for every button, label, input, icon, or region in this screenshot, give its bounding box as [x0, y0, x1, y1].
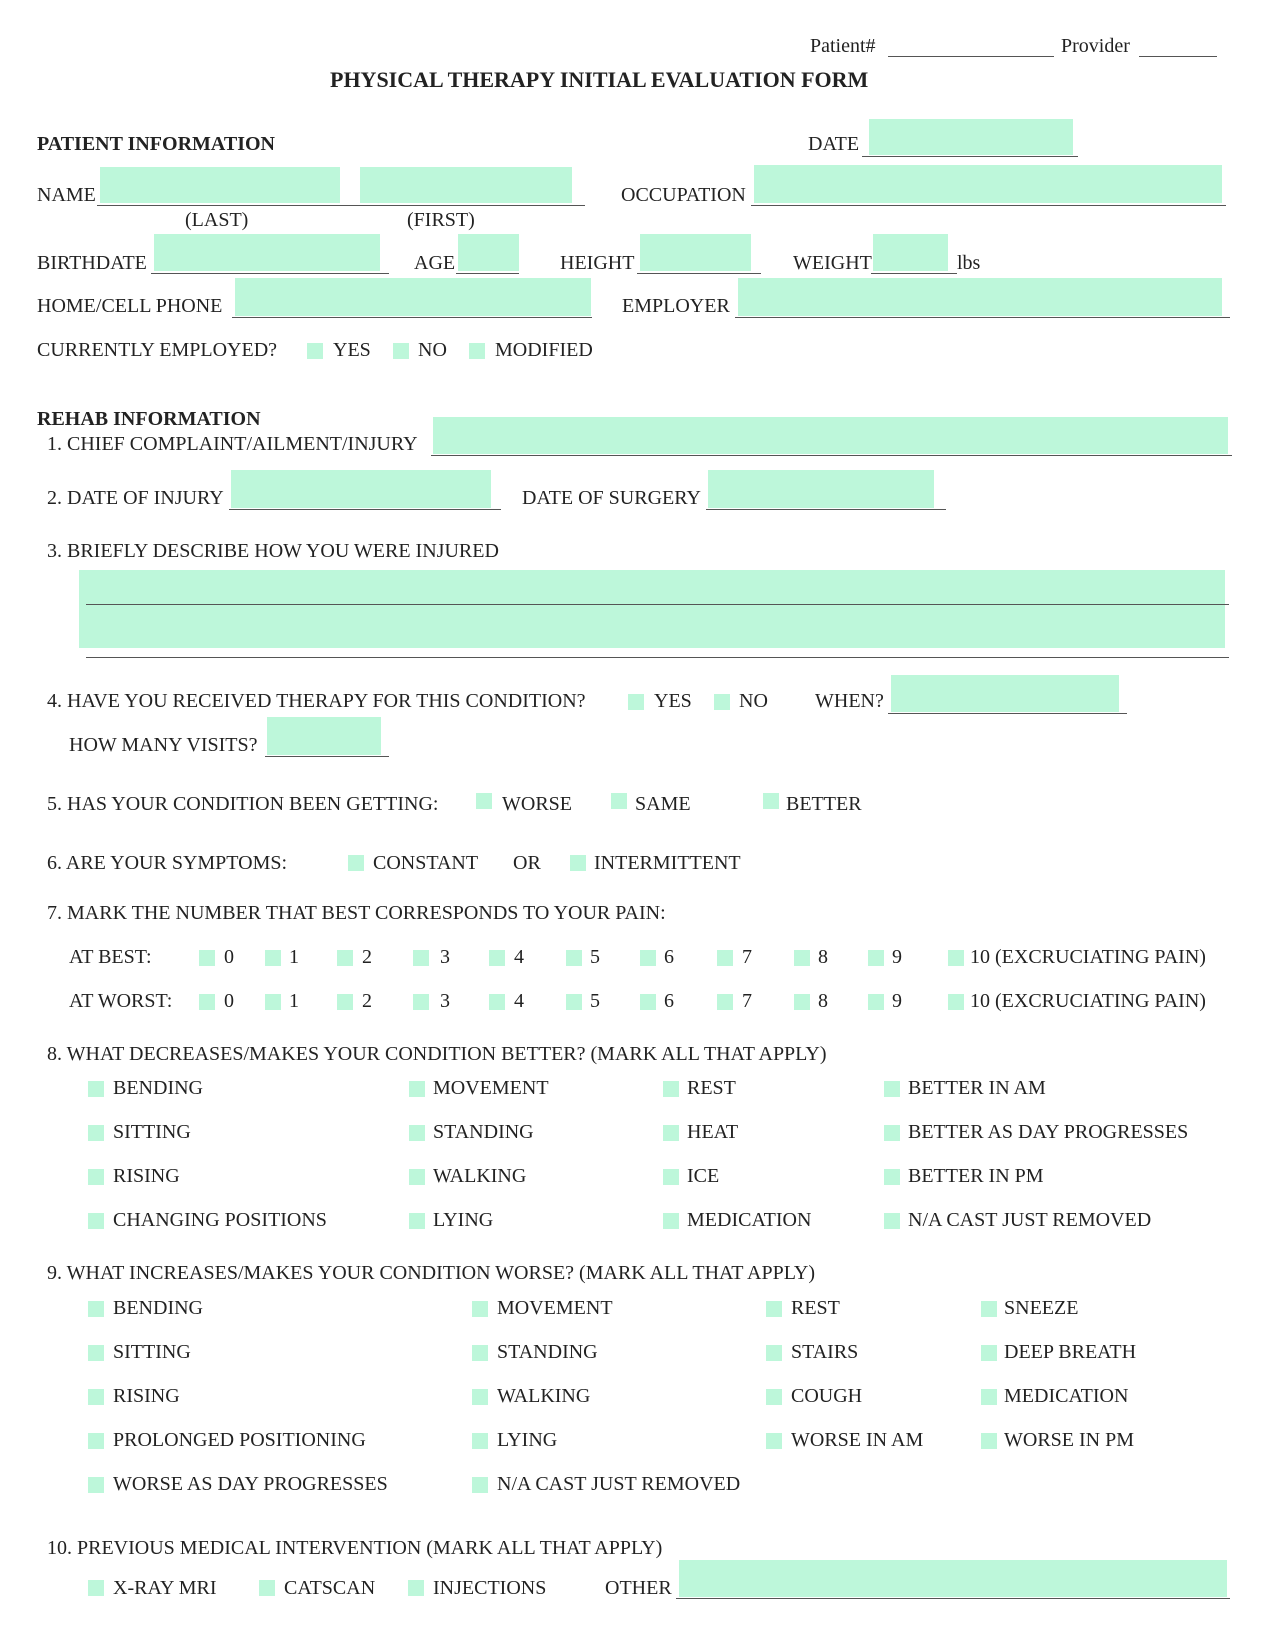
worse-option-14-checkbox[interactable] [766, 1433, 782, 1449]
pain-worst-3-checkbox[interactable] [413, 994, 429, 1010]
worse-option-7-label: DEEP BREATH [1004, 1341, 1137, 1363]
patient-number-line[interactable] [888, 56, 1054, 57]
symptoms-intermittent-label: INTERMITTENT [594, 852, 741, 874]
pain-best-2-label: 2 [362, 946, 372, 968]
q7-label: 7. MARK THE NUMBER THAT BEST CORRESPONDS TO YOUR PAIN: [47, 902, 666, 924]
worse-option-11-label: MEDICATION [1004, 1385, 1129, 1407]
rehab-info-heading: REHAB INFORMATION [37, 408, 261, 430]
better-option-14-label: MEDICATION [687, 1209, 812, 1231]
symptoms-intermittent-checkbox[interactable] [570, 855, 586, 871]
visits-label: HOW MANY VISITS? [69, 734, 258, 756]
q2-label: 2. DATE OF INJURY [47, 487, 224, 509]
better-option-13-label: LYING [433, 1209, 494, 1231]
date-field[interactable] [869, 119, 1073, 155]
pain-worst-10-label: 10 (EXCRUCIATING PAIN) [970, 990, 1206, 1012]
symptoms-or-label: OR [513, 852, 541, 874]
birthdate-label: BIRTHDATE [37, 252, 147, 274]
worse-option-2-checkbox[interactable] [766, 1301, 782, 1317]
intervention-injections-checkbox[interactable] [408, 1580, 424, 1596]
worse-option-14-label: WORSE IN AM [791, 1429, 924, 1451]
birthdate-field[interactable] [154, 234, 380, 271]
date-of-injury-field[interactable] [231, 470, 491, 508]
pain-worst-6-label: 6 [664, 990, 674, 1012]
condition-worse-checkbox[interactable] [476, 793, 492, 809]
intervention-xray-mri-label: X-RAY MRI [113, 1577, 217, 1599]
intervention-other-label: OTHER [605, 1577, 672, 1599]
pain-worst-5-label: 5 [590, 990, 600, 1012]
worse-option-15-label: WORSE IN PM [1004, 1429, 1135, 1451]
worse-option-6-checkbox[interactable] [766, 1345, 782, 1361]
pain-worst-0-label: 0 [224, 990, 234, 1012]
worse-option-9-checkbox[interactable] [472, 1389, 488, 1405]
pain-best-4-label: 4 [514, 946, 524, 968]
employer-line [735, 317, 1230, 318]
employed-no-checkbox[interactable] [393, 343, 409, 359]
pain-worst-1-checkbox[interactable] [265, 994, 281, 1010]
worse-option-13-label: LYING [497, 1429, 558, 1451]
pain-best-2-checkbox[interactable] [337, 950, 353, 966]
intervention-other-field[interactable] [679, 1560, 1227, 1597]
better-option-5-checkbox[interactable] [409, 1125, 425, 1141]
pain-worst-0-checkbox[interactable] [199, 994, 215, 1010]
therapy-no-checkbox[interactable] [714, 694, 730, 710]
employed-modified-label: MODIFIED [495, 339, 593, 361]
pain-worst-7-checkbox[interactable] [717, 994, 733, 1010]
height-field[interactable] [640, 234, 751, 271]
therapy-when-label: WHEN? [815, 690, 884, 712]
q8-label: 8. WHAT DECREASES/MAKES YOUR CONDITION BETTER? (MARK ALL THAT APPLY) [47, 1043, 827, 1065]
name-label: NAME [37, 184, 96, 206]
lbs-label: lbs [957, 252, 981, 274]
better-option-1-checkbox[interactable] [409, 1081, 425, 1097]
condition-worse-label: WORSE [502, 793, 572, 815]
age-line [456, 273, 519, 274]
therapy-when-line [888, 713, 1127, 714]
birthdate-line [151, 273, 389, 274]
worse-option-4-label: SITTING [113, 1341, 191, 1363]
worse-option-10-checkbox[interactable] [766, 1389, 782, 1405]
better-option-0-checkbox[interactable] [88, 1081, 104, 1097]
name-line [97, 205, 585, 206]
employer-field[interactable] [738, 278, 1222, 316]
better-option-6-label: HEAT [687, 1121, 739, 1143]
pain-worst-4-label: 4 [514, 990, 524, 1012]
pain-best-8-label: 8 [818, 946, 828, 968]
last-name-caption: (LAST) [185, 209, 249, 231]
worse-option-3-checkbox[interactable] [981, 1301, 997, 1317]
better-option-7-checkbox[interactable] [884, 1125, 900, 1141]
pain-best-10-label: 10 (EXCRUCIATING PAIN) [970, 946, 1206, 968]
provider-line[interactable] [1139, 56, 1217, 57]
date-of-surgery-field[interactable] [708, 470, 934, 508]
weight-label: WEIGHT [793, 252, 872, 274]
pain-best-3-label: 3 [440, 946, 450, 968]
provider-label: Provider [1061, 35, 1130, 57]
better-option-8-label: RISING [113, 1165, 180, 1187]
condition-same-checkbox[interactable] [611, 793, 627, 809]
employer-label: EMPLOYER [622, 295, 730, 317]
worse-option-7-checkbox[interactable] [981, 1345, 997, 1361]
better-option-12-label: CHANGING POSITIONS [113, 1209, 327, 1231]
pain-best-4-checkbox[interactable] [489, 950, 505, 966]
intervention-catscan-checkbox[interactable] [259, 1580, 275, 1596]
q3-label: 3. BRIEFLY DESCRIBE HOW YOU WERE INJURED [47, 540, 499, 562]
employed-modified-checkbox[interactable] [469, 343, 485, 359]
occupation-line [751, 205, 1226, 206]
date-line [862, 156, 1078, 157]
pain-best-7-checkbox[interactable] [717, 950, 733, 966]
pain-best-1-checkbox[interactable] [265, 950, 281, 966]
worse-option-16-checkbox[interactable] [88, 1477, 104, 1493]
intervention-injections-label: INJECTIONS [433, 1577, 547, 1599]
therapy-when-field[interactable] [891, 675, 1119, 712]
worse-option-15-checkbox[interactable] [981, 1433, 997, 1449]
therapy-yes-label: YES [654, 690, 692, 712]
pain-best-8-checkbox[interactable] [794, 950, 810, 966]
pain-best-0-label: 0 [224, 946, 234, 968]
intervention-xray-mri-checkbox[interactable] [88, 1580, 104, 1596]
better-option-4-checkbox[interactable] [88, 1125, 104, 1141]
first-name-caption: (FIRST) [407, 209, 475, 231]
better-option-10-label: ICE [687, 1165, 720, 1187]
symptoms-constant-label: CONSTANT [373, 852, 479, 874]
visits-field[interactable] [267, 717, 381, 755]
worse-option-9-label: WALKING [497, 1385, 591, 1407]
injury-description-line-2 [86, 657, 1229, 658]
q4-label: 4. HAVE YOU RECEIVED THERAPY FOR THIS CONDITION? [47, 690, 586, 712]
condition-better-label: BETTER [786, 793, 862, 815]
employed-yes-checkbox[interactable] [307, 343, 323, 359]
visits-line [265, 756, 389, 757]
pain-worst-4-checkbox[interactable] [489, 994, 505, 1010]
better-option-9-label: WALKING [433, 1165, 527, 1187]
better-option-11-checkbox[interactable] [884, 1169, 900, 1185]
pain-worst-1-label: 1 [289, 990, 299, 1012]
worse-option-5-label: STANDING [497, 1341, 598, 1363]
pain-best-label: AT BEST: [69, 946, 152, 968]
worse-option-0-label: BENDING [113, 1297, 203, 1319]
height-label: HEIGHT [560, 252, 635, 274]
pain-best-7-label: 7 [742, 946, 752, 968]
q1-label: 1. CHIEF COMPLAINT/AILMENT/INJURY [47, 433, 418, 455]
employed-yes-label: YES [333, 339, 371, 361]
weight-field[interactable] [873, 234, 948, 271]
worse-option-17-checkbox[interactable] [472, 1477, 488, 1493]
chief-complaint-line [431, 455, 1232, 456]
pain-worst-label: AT WORST: [69, 990, 173, 1012]
q6-label: 6. ARE YOUR SYMPTOMS: [47, 852, 288, 874]
better-option-6-checkbox[interactable] [663, 1125, 679, 1141]
pain-best-9-checkbox[interactable] [868, 950, 884, 966]
worse-option-0-checkbox[interactable] [88, 1301, 104, 1317]
better-option-0-label: BENDING [113, 1077, 203, 1099]
q5-label: 5. HAS YOUR CONDITION BEEN GETTING: [47, 793, 439, 815]
better-option-1-label: MOVEMENT [433, 1077, 549, 1099]
pain-best-10-checkbox[interactable] [948, 950, 964, 966]
better-option-12-checkbox[interactable] [88, 1213, 104, 1229]
worse-option-17-label: N/A CAST JUST REMOVED [497, 1473, 741, 1495]
weight-line [871, 273, 957, 274]
worse-option-4-checkbox[interactable] [88, 1345, 104, 1361]
height-line [637, 273, 761, 274]
pain-best-5-label: 5 [590, 946, 600, 968]
worse-option-12-label: PROLONGED POSITIONING [113, 1429, 366, 1451]
pain-best-9-label: 9 [892, 946, 902, 968]
form-title: PHYSICAL THERAPY INITIAL EVALUATION FORM [330, 67, 869, 92]
better-option-9-checkbox[interactable] [409, 1169, 425, 1185]
better-option-4-label: SITTING [113, 1121, 191, 1143]
patient-number-label: Patient# [810, 35, 876, 57]
intervention-other-line [676, 1598, 1230, 1599]
better-option-15-label: N/A CAST JUST REMOVED [908, 1209, 1152, 1231]
worse-option-8-checkbox[interactable] [88, 1389, 104, 1405]
injury-description-field[interactable] [79, 570, 1225, 648]
worse-option-12-checkbox[interactable] [88, 1433, 104, 1449]
pain-best-0-checkbox[interactable] [199, 950, 215, 966]
age-label: AGE [414, 252, 456, 274]
worse-option-6-label: STAIRS [791, 1341, 859, 1363]
pain-worst-2-label: 2 [362, 990, 372, 1012]
pain-worst-10-checkbox[interactable] [948, 994, 964, 1010]
better-option-13-checkbox[interactable] [409, 1213, 425, 1229]
chief-complaint-field[interactable] [433, 417, 1228, 454]
pain-worst-8-checkbox[interactable] [794, 994, 810, 1010]
pain-worst-6-checkbox[interactable] [640, 994, 656, 1010]
better-option-3-label: BETTER IN AM [908, 1077, 1046, 1099]
better-option-7-label: BETTER AS DAY PROGRESSES [908, 1121, 1189, 1143]
employed-label: CURRENTLY EMPLOYED? [37, 339, 278, 361]
pain-worst-9-checkbox[interactable] [868, 994, 884, 1010]
worse-option-13-checkbox[interactable] [472, 1433, 488, 1449]
pain-worst-3-label: 3 [440, 990, 450, 1012]
pain-best-5-checkbox[interactable] [566, 950, 582, 966]
q10-label: 10. PREVIOUS MEDICAL INTERVENTION (MARK ALL THAT APPLY) [47, 1537, 663, 1559]
worse-option-1-label: MOVEMENT [497, 1297, 613, 1319]
pain-worst-9-label: 9 [892, 990, 902, 1012]
phone-label: HOME/CELL PHONE [37, 295, 223, 317]
better-option-2-label: REST [687, 1077, 736, 1099]
pain-worst-7-label: 7 [742, 990, 752, 1012]
intervention-catscan-label: CATSCAN [284, 1577, 376, 1599]
pain-worst-8-label: 8 [818, 990, 828, 1012]
therapy-yes-checkbox[interactable] [628, 694, 644, 710]
symptoms-constant-checkbox[interactable] [348, 855, 364, 871]
injury-description-line-1 [86, 604, 1229, 605]
better-option-10-checkbox[interactable] [663, 1169, 679, 1185]
worse-option-16-label: WORSE AS DAY PROGRESSES [113, 1473, 388, 1495]
worse-option-11-checkbox[interactable] [981, 1389, 997, 1405]
worse-option-2-label: REST [791, 1297, 840, 1319]
q9-label: 9. WHAT INCREASES/MAKES YOUR CONDITION WORSE? (MARK ALL THAT APPLY) [47, 1262, 816, 1284]
date-label: DATE [808, 133, 860, 155]
pain-worst-5-checkbox[interactable] [566, 994, 582, 1010]
therapy-no-label: NO [739, 690, 768, 712]
first-name-field[interactable] [360, 167, 572, 203]
pain-best-6-label: 6 [664, 946, 674, 968]
occupation-field[interactable] [754, 165, 1222, 203]
worse-option-1-checkbox[interactable] [472, 1301, 488, 1317]
date-of-injury-line [229, 509, 501, 510]
last-name-field[interactable] [100, 167, 340, 203]
phone-line [232, 317, 592, 318]
better-option-2-checkbox[interactable] [663, 1081, 679, 1097]
worse-option-10-label: COUGH [791, 1385, 863, 1407]
better-option-3-checkbox[interactable] [884, 1081, 900, 1097]
better-option-11-label: BETTER IN PM [908, 1165, 1044, 1187]
better-option-15-checkbox[interactable] [884, 1213, 900, 1229]
occupation-label: OCCUPATION [621, 184, 746, 206]
pain-worst-2-checkbox[interactable] [337, 994, 353, 1010]
better-option-8-checkbox[interactable] [88, 1169, 104, 1185]
worse-option-5-checkbox[interactable] [472, 1345, 488, 1361]
patient-info-heading: PATIENT INFORMATION [37, 133, 275, 155]
worse-option-3-label: SNEEZE [1004, 1297, 1079, 1319]
phone-field[interactable] [235, 278, 591, 316]
pain-best-1-label: 1 [289, 946, 299, 968]
better-option-5-label: STANDING [433, 1121, 534, 1143]
pain-best-3-checkbox[interactable] [413, 950, 429, 966]
date-of-surgery-label: DATE OF SURGERY [522, 487, 701, 509]
worse-option-8-label: RISING [113, 1385, 180, 1407]
pain-best-6-checkbox[interactable] [640, 950, 656, 966]
condition-better-checkbox[interactable] [763, 793, 779, 809]
better-option-14-checkbox[interactable] [663, 1213, 679, 1229]
employed-no-label: NO [418, 339, 447, 361]
condition-same-label: SAME [635, 793, 691, 815]
date-of-surgery-line [706, 509, 946, 510]
age-field[interactable] [458, 234, 519, 271]
